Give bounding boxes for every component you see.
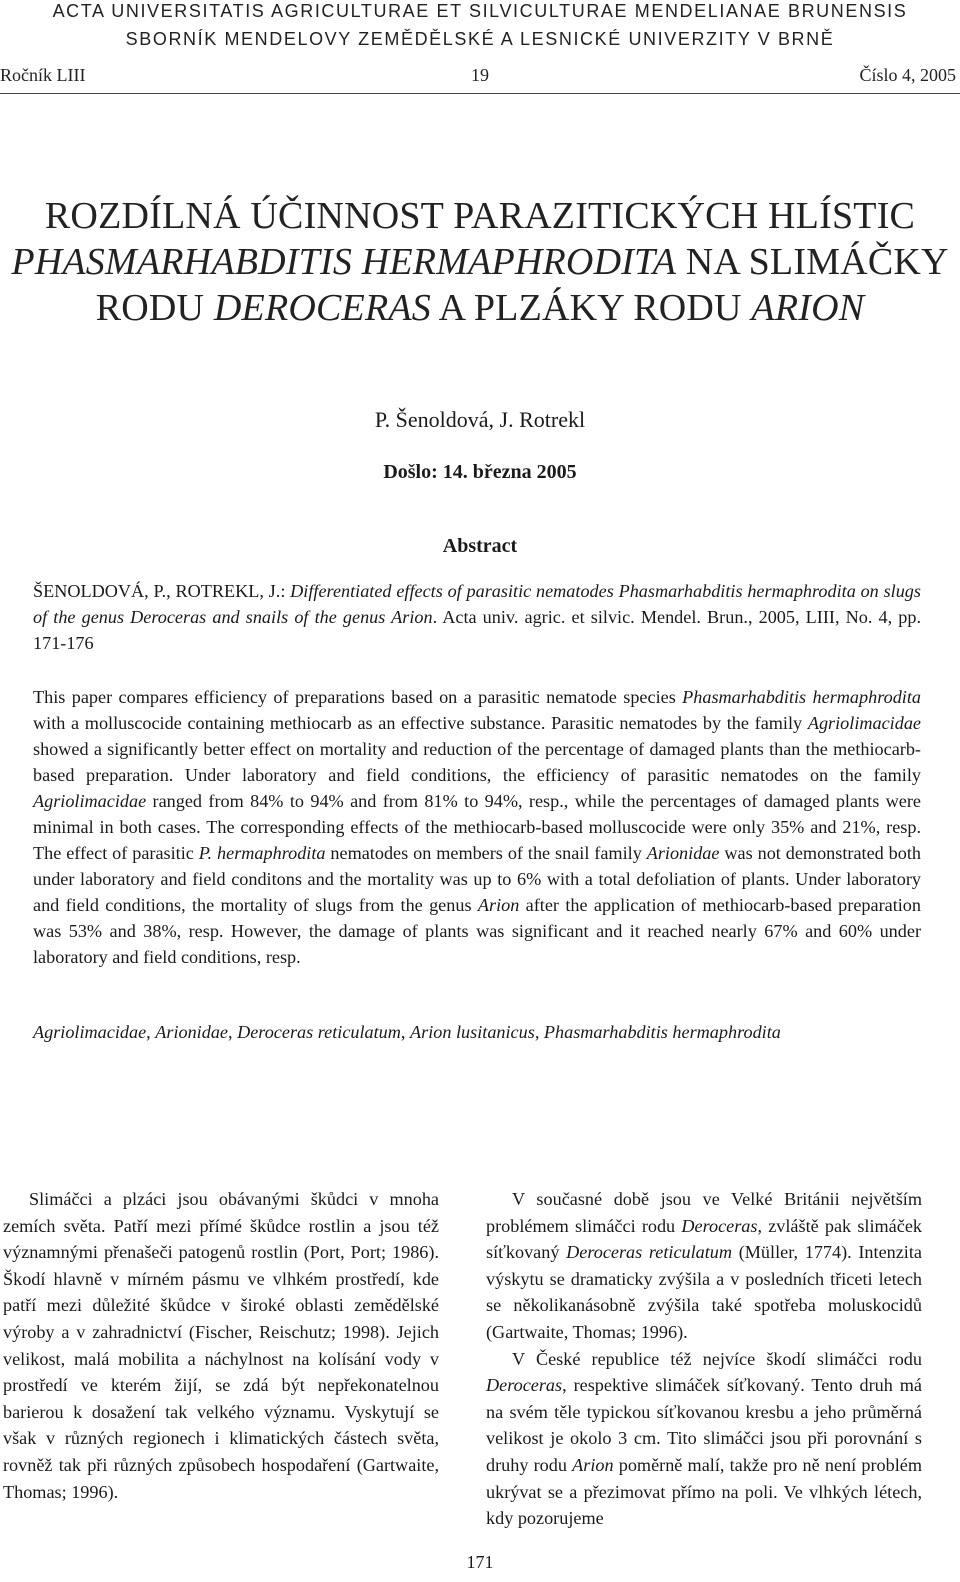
abstract-genus: Arion [477,895,520,915]
abstract-heading: Abstract [442,535,518,557]
issue-label: Číslo 4, 2005 [859,65,956,85]
keyword: Deroceras reticulatum [237,1022,401,1042]
keyword: Agriolimacidae [33,1022,147,1042]
abstract-species: Phasmarhabditis hermaphrodita [682,687,921,707]
issue-bar [0,64,960,90]
citation-title: Differentiated effects of parasitic nematodes Phasmarhabditis hermaphrodita on slugs of the genus Deroceras and snails of the genus Arion [33,581,921,627]
abstract-text: ranged from 84% to 94% and from 81% to 94%, resp., while the percentages of damaged plants were minimal in both cases. The corresponding effects of the methiocarb-based molluscocide were only 35% and 21%, resp. The effect of parasitic [33,791,921,863]
body-column-left [3,1186,439,1505]
abstract-text: nematodes on members of the snail family [325,843,647,863]
body-genus: Deroceras [486,1375,563,1396]
abstract-text: showed a significantly better effect on mortality and reduction of the percentage of damaged plants than the methiocarb-based preparation. Under laboratory and field conditions, the efficiency of parasitic nematodes on the family [33,739,921,785]
abstract-family: Arionidae [646,843,720,863]
keyword: Arion lusitanicus [410,1022,535,1042]
page-number: 171 [466,1552,494,1572]
title-text-2: NA SLIMÁČKY [676,241,949,283]
title-text-3a: RODU [95,287,214,329]
abstract-family: Agriolimacidae [807,713,921,733]
abstract-body [33,684,921,970]
abstract-family: Agriolimacidae [33,791,147,811]
title-line-1 [0,192,960,240]
body-text: V současné době jsou ve Velké Británii největším problémem slimáčci rodu [486,1189,922,1236]
body-genus: Deroceras [681,1215,758,1236]
body-column-right [486,1186,922,1532]
abstract-text: with a molluscocide containing methiocarb as an effective substance. Parasitic nematodes by the family [33,713,808,733]
body-text: , respektive slimáček síťkovaný. Tento druh má na svém těle typickou síťkovanou kresbu a jeho průměrná velikost je okolo 3 cm. Tito slimáčci jsou při porovnání s druhy rodu [486,1375,922,1475]
title-text-3c: A PLZÁKY RODU [431,287,752,329]
title-line-2 [0,238,960,286]
body-species: Deroceras reticulatum [566,1242,733,1263]
keyword-sep: , [146,1022,156,1042]
authors: P. Šenoldová, J. Rotrekl [374,407,586,432]
body-paragraph [486,1186,922,1346]
body-genus: Arion [572,1454,614,1475]
journal-name-czech: SBORNÍK MENDELOVY ZEMĚDĚLSKÉ A LESNICKÉ UNIVERZITY V BRNĚ [125,29,835,49]
header-rule [0,93,960,94]
volume-label: Ročník LIII [0,65,86,85]
received-date: Došlo: 14. března 2005 [383,461,577,483]
title-text-1: ROZDÍLNÁ ÚČINNOST PARAZITICKÝCH HLÍSTIC [44,195,916,237]
citation-source: . Acta univ. agric. et silvic. Mendel. Brun., 2005, LIII, No. 4, pp. 171-176 [33,607,921,653]
keyword-sep: , [400,1022,411,1042]
journal-name-latin: ACTA UNIVERSITATIS AGRICULTURAE ET SILVICULTURAE MENDELIANAE BRUNENSIS [52,1,908,21]
keywords [33,1019,921,1045]
title-genus-deroceras: DEROCERAS [213,287,431,329]
keyword-sep: , [534,1022,544,1042]
body-text: , zvláště pak slimáček síťkovaný [486,1215,922,1263]
title-genus-arion: ARION [751,287,865,329]
abstract-text: was not demonstrated both under laboratory and field conditons and the mortality was up to 6% with a total defoliation of plants. Under laboratory and field conditions, the mortality of slugs from the genus [33,843,922,915]
body-paragraph [486,1346,922,1532]
keyword: Arionidae [155,1022,228,1042]
body-text: V České republice též nejvíce škodí slimáčci rodu [512,1348,922,1369]
abstract-text: This paper compares efficiency of preparations based on a parasitic nematode species [33,687,683,707]
keyword: Phasmarhabditis hermaphrodita [543,1022,781,1042]
body-text: poměrně malí, takže pro ně není problém ukrývat se a přezimovat přímo na poli. Ve vlhkých létech, kdy pozorujeme [486,1454,922,1529]
citation [33,578,921,656]
title-species: PHASMARHABDITIS HERMAPHRODITA [11,241,676,283]
body-paragraph: Slimáčci a plzáci jsou obávanými škůdci v mnoha zemích světa. Patří mezi přímé škůdce rostlin a jsou též významnými přenašeči patogenů rostlin (Port, Port; 1986). Škodí hlavně v mírném pásmu ve vlhkém prostředí, kde patří mezi důležité škůdce v široké oblasti zemědělské výroby a v zahradnictví (Fischer, Reischutz; 1998). Jejich velikost, malá mobilita a náchylnost na kolísání vody v prostředí ve kterém žijí, se zdá být nepřekonatelnou barierou k dosažení tak velkého významu. Vyskytují se však v různých regionech i klimatických částech světa, rovněž tak při různých způsobech hospodaření (Gartwaite, Thomas; 1996). [3,1189,439,1502]
top-number: 19 [471,65,489,85]
citation-authors: ŠENOLDOVÁ, P., ROTREKL, J. [33,581,281,601]
abstract-text: after the application of methiocarb-based preparation was 53% and 38%, resp. However, the damage of plants was significant and it reached nearly 67% and 60% under laboratory and field conditions, resp. [33,895,921,967]
title-line-3 [0,284,960,332]
abstract-species: P. hermaphrodita [198,843,326,863]
body-text: (Müller, 1774). Intenzita výskytu se dramaticky zvýšila a v posledních třiceti letech se několikanásobně zvýšila také spotřeba moluskocidů (Gartwaite, Thomas; 1996). [486,1242,922,1342]
keyword-sep: , [228,1022,238,1042]
citation-sep: : [280,581,291,601]
